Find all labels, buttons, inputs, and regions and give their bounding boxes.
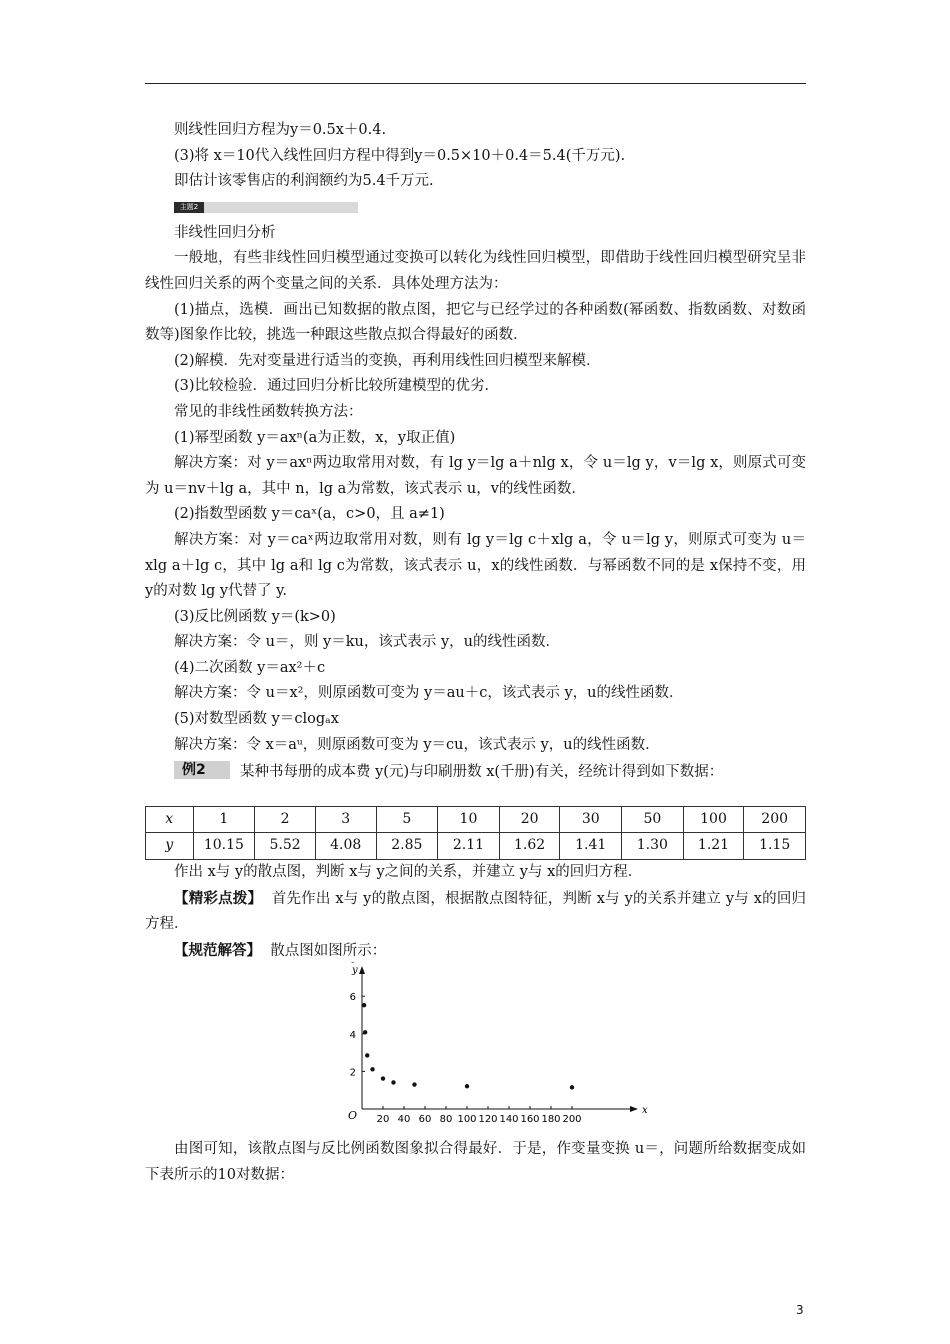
table-cell: 1.21: [683, 833, 744, 860]
hint-paragraph: [145, 886, 806, 938]
table-cell: 1.30: [622, 833, 684, 860]
function-1-title: (1)幂型函数 y＝axⁿ(a为正数，x，y取正值): [174, 429, 456, 446]
origin-label: O: [348, 1109, 358, 1122]
table-cell: 30: [560, 806, 622, 833]
example-tag: [174, 761, 230, 779]
step-3: (3)比较检验．通过回归分析比较所建模型的优劣．: [174, 378, 500, 395]
answer-paragraph: [145, 938, 806, 965]
x-tick-label: 200: [562, 1114, 582, 1125]
topic-bar: [174, 202, 358, 213]
function-1-solution: 解决方案：对 y＝axⁿ两边取常用对数，有 lg y＝lg a＋nlg x，令 u＝lg y，v＝lg x，则原式可变为 u＝nv＋lg a，其中 n，lg a为常数，该式表示 u，v的线性函数．: [145, 455, 806, 497]
x-tick-label: 80: [439, 1114, 453, 1125]
function-3-title: (3)反比例函数 y＝(k>0): [174, 608, 336, 625]
y-tick-label: 6: [349, 992, 356, 1004]
task-text: 作出 x与 y的散点图，判断 x与 y之间的关系，并建立 y与 x的回归方程．: [174, 864, 643, 881]
conclusion-paragraph: 由图可知，该散点图与反比例函数图象拟合得最好．于是，作变量变换 u＝，问题所给数据变成如下表所示的10对数据：: [145, 1141, 806, 1183]
table-cell: 2.85: [376, 833, 438, 860]
table-cell: 20: [499, 806, 560, 833]
x-tick-label: 140: [499, 1114, 519, 1125]
answer-text: 散点图如图所示：: [270, 942, 387, 959]
table-cell: 2.11: [438, 833, 500, 860]
function-4-title: (4)二次函数 y＝ax²＋c: [174, 659, 326, 676]
example-line: [145, 760, 806, 786]
page-content: [145, 118, 806, 964]
function-5-solution: 解决方案：令 x＝aᵘ，则原函数可变为 y＝cu，该式表示 y，u的线性函数．: [174, 736, 660, 753]
table-cell: 50: [622, 806, 684, 833]
x-tick-label: 100: [457, 1114, 477, 1125]
hint-label: 【精彩点拨】: [174, 889, 263, 907]
scatter-chart: [320, 962, 650, 1132]
x-axis-arrow: [630, 1106, 638, 1112]
data-point: [465, 1084, 469, 1088]
table-row-x: [146, 806, 806, 833]
data-point: [412, 1082, 416, 1086]
data-point: [391, 1080, 395, 1084]
table-cell: 10: [438, 806, 500, 833]
function-5-title: (5)对数型函数 y＝clogₐx: [174, 711, 339, 728]
intro-paragraph: 一般地，有些非线性回归模型通过变换可以转化为线性回归模型，即借助于线性回归模型研究呈非线性回归关系的两个变量之间的关系．具体处理方法为：: [145, 250, 806, 292]
y-axis-label: y: [352, 965, 358, 976]
text-line: 即估计该零售店的利润额约为5.4千万元.: [174, 173, 434, 190]
text-line: 则线性回归方程为y＝0.5x＋0.4.: [174, 122, 387, 138]
step-2: (2)解模．先对变量进行适当的变换，再利用线性回归模型来解模．: [174, 352, 601, 369]
data-point: [363, 1030, 367, 1034]
function-3-solution: 解决方案：令 u＝，则 y＝ku，该式表示 y，u的线性函数．: [174, 634, 561, 651]
common-methods-title: 常见的非线性函数转换方法：: [174, 403, 363, 420]
x-tick-label: 120: [478, 1114, 498, 1125]
y-tick-label: 4: [349, 1029, 356, 1041]
data-point: [365, 1053, 369, 1057]
example-tag-label: 例2: [182, 762, 206, 779]
y-tick-label: [350, 962, 356, 966]
table-cell: 1.62: [499, 833, 560, 860]
example-text: 某种书每册的成本费 y(元)与印刷册数 x(千册)有关，经统计得到如下数据：: [240, 764, 724, 781]
header-rule: [145, 83, 806, 84]
data-point: [362, 1003, 366, 1007]
table-cell: 4.08: [315, 833, 376, 860]
y-tick-label: 2: [349, 1067, 356, 1079]
scatter-svg: [320, 962, 650, 1132]
answer-label: 【规范解答】: [174, 941, 261, 959]
x-tick-label: 180: [541, 1114, 561, 1125]
step-1: (1)描点，选模．画出已知数据的散点图，把它与已经学过的各种函数(幂函数、指数函数、对数函数等)图象作比较，挑选一种跟这些散点拟合得最好的函数．: [145, 301, 806, 344]
data-point: [370, 1067, 374, 1071]
table-cell: 1.41: [560, 833, 622, 860]
function-2-title: (2)指数型函数 y＝caˣ(a，c>0，且 a≠1): [174, 506, 445, 523]
table-header-x: x: [146, 806, 194, 833]
data-point: [570, 1085, 574, 1089]
x-tick-label: 40: [397, 1114, 411, 1125]
hint-text: 首先作出 x与 y的散点图，根据散点图特征，判断 x与 y的关系并建立 y与 x的回归方程．: [145, 890, 807, 933]
data-table: [145, 806, 806, 860]
table-cell: 3: [315, 806, 376, 833]
function-2-solution: 解决方案：对 y＝caˣ两边取常用对数，则有 lg y＝lg c＋xlg a，令 u＝lg y，则原式可变为 u＝xlg a＋lg c，其中 lg a和 lg c为常数，该式表示 u，x的线性函数．与幂函数不同的是 x保持不变，用 y的对数 lg y代替了 y.: [145, 531, 806, 600]
table-cell: 1: [193, 806, 255, 833]
page-number: 3: [796, 1303, 804, 1317]
function-4-solution: 解决方案：令 u＝x²，则原函数可变为 y＝au＋c，该式表示 y，u的线性函数．: [174, 685, 684, 702]
data-point: [381, 1076, 385, 1080]
table-cell: 5: [376, 806, 438, 833]
x-axis-label: x: [642, 1105, 648, 1116]
x-tick-label: 160: [520, 1114, 540, 1125]
table-cell: 100: [683, 806, 744, 833]
table-cell: 1.15: [744, 833, 806, 860]
table-cell: 2: [255, 806, 316, 833]
table-header-y: y: [146, 833, 194, 860]
y-axis-arrow: [359, 966, 365, 974]
x-tick-label: 20: [376, 1114, 390, 1125]
text-line: (3)将 x＝10代入线性回归方程中得到y＝0.5×10＋0.4＝5.4(千万元).: [174, 147, 626, 164]
table-cell: 200: [744, 806, 806, 833]
table-cell: 5.52: [255, 833, 316, 860]
section-title: 非线性回归分析: [174, 224, 276, 241]
table-row-y: [146, 833, 806, 860]
topic-tag: 主题2: [174, 202, 204, 213]
table-cell: 10.15: [193, 833, 255, 860]
x-tick-label: 60: [418, 1114, 432, 1125]
